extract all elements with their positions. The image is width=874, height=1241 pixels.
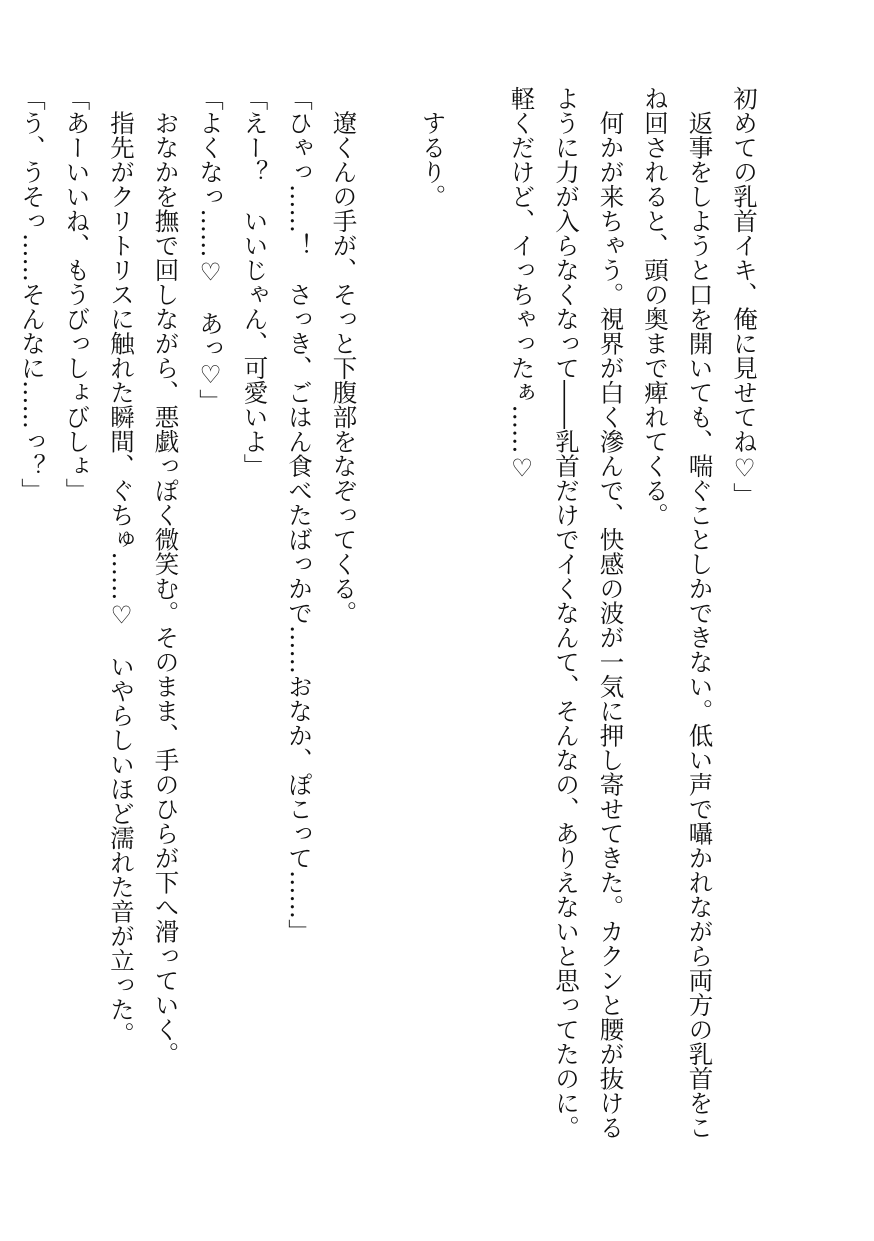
text-line: ように力が入らなくなって――乳首だけでイくなんて、そんなの、ありえないと思ってたのに。	[552, 86, 581, 1140]
text-line: ね回されると、頭の奥まで痺れてくる。	[641, 86, 670, 527]
dialogue-line: 「よくなっ……♡ あっ♡」	[196, 86, 225, 414]
vertical-text-body	[10, 86, 767, 1166]
dialogue-line: 「ひゃっ……！ さっき、ごはん食べたばっかで……おなか、ぽこって……」	[285, 86, 314, 944]
text-line: するり。	[418, 86, 448, 209]
paragraph-gap	[455, 86, 500, 1166]
text-line: 何かが来ちゃう。視界が白く滲んで、快感の波が一気に押し寄せてきた。カクンと腰が抜ける	[596, 86, 626, 1140]
text-line: 初めての乳首イキ、俺に見せてね♡」	[730, 86, 759, 507]
text-line: 返事をしようと口を開いても、喘ぐことしかできない。低い声で囁かれながら両方の乳首をこ	[685, 86, 715, 1140]
dialogue-line: 「う、うそっ……そんなに……っ？」	[18, 86, 47, 503]
text-line: 指先がクリトリスに触れた瞬間、ぐちゅ……♡ いやらしいほど濡れた音が立った。	[107, 86, 136, 1046]
text-line: 軽くだけど、イっちゃったぁ……♡	[507, 86, 537, 483]
paragraph-gap	[366, 86, 411, 1166]
text-line: 遼くんの手が、そっと下腹部をなぞってくる。	[329, 86, 359, 625]
dialogue-line: 「あーいいね、もうびっしょびしょ」	[62, 86, 92, 503]
dialogue-line: 「えー？ いいじゃん、可愛いよ」	[240, 86, 270, 478]
text-line: おなかを撫で回しながら、悪戯っぽく微笑む。そのまま、手のひらが下へ滑っていく。	[151, 86, 181, 1066]
